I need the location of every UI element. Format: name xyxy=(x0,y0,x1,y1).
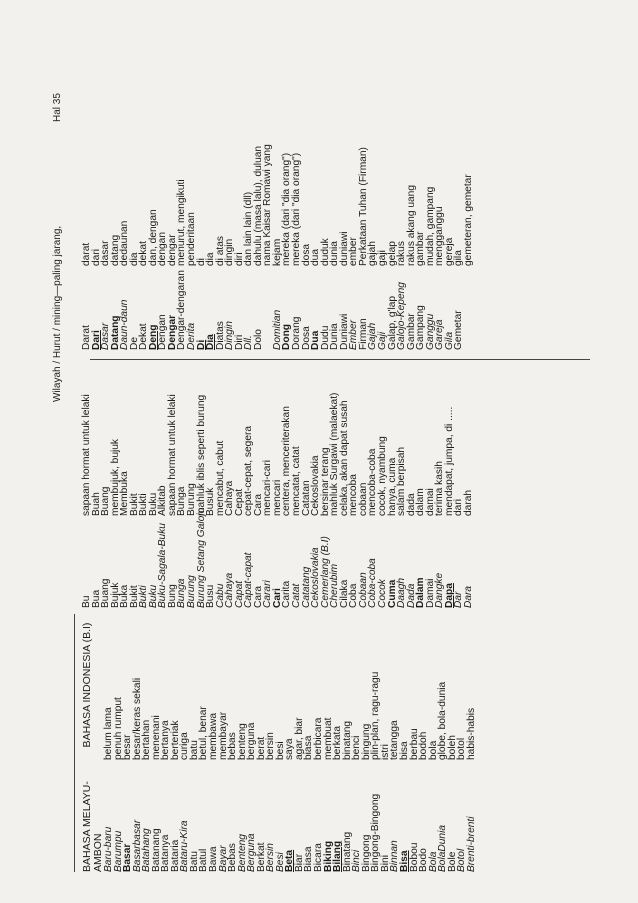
dictionary-entry xyxy=(464,72,474,350)
entry-word: Capat-capat xyxy=(243,552,255,608)
entry-meaning: Catatan xyxy=(300,480,312,516)
dictionary-entry xyxy=(321,72,331,350)
entry-word: Benteng xyxy=(236,834,248,872)
entry-word: Galojo-Kepeng xyxy=(396,282,408,350)
entry-meaning: benci xyxy=(351,735,363,760)
entry-word: Firman xyxy=(357,318,369,350)
entry-meaning: dari xyxy=(90,249,102,266)
entry-meaning: berbau xyxy=(408,728,420,760)
entry-word: Buku-Sagala-Buku xyxy=(157,523,169,608)
entry-meaning: mengganggu xyxy=(434,206,446,266)
dictionary-entry xyxy=(244,358,254,608)
dictionary-entry xyxy=(330,72,340,350)
entry-word: Capat xyxy=(233,580,245,608)
entry-word: Beta xyxy=(284,849,296,872)
entry-word: Barumpu xyxy=(112,830,124,872)
entry-word: Gajah xyxy=(367,322,379,350)
entry-word: Baru-baru xyxy=(103,826,114,872)
entry-meaning: dedaunan xyxy=(119,220,131,266)
entry-word: Busu xyxy=(205,584,217,608)
entry-meaning: dada xyxy=(405,493,417,516)
entry-meaning: berkata xyxy=(332,726,344,760)
entry-meaning: membuat xyxy=(322,717,334,760)
entry-meaning: di xyxy=(195,258,207,266)
entry-word: Bola xyxy=(427,851,439,872)
entry-word: Bingong xyxy=(360,834,372,872)
entry-meaning: binatang xyxy=(341,720,353,760)
entry-word: Deng xyxy=(147,324,159,350)
entry-meaning: dengar xyxy=(166,234,178,266)
entry-meaning: besi xyxy=(274,741,286,760)
entry-word: Bodo xyxy=(418,848,430,872)
entry-word: Burung xyxy=(186,575,198,608)
entry-word: Dorang xyxy=(291,316,303,350)
entry-word: Catat xyxy=(291,583,303,608)
dictionary-entry xyxy=(225,72,235,350)
entry-word: Binnan xyxy=(389,840,401,872)
entry-meaning: darah xyxy=(462,489,474,516)
entry-word: Cabu xyxy=(214,583,226,608)
entry-meaning: penuh rumput xyxy=(112,697,124,760)
entry-meaning: rakus akang uang xyxy=(405,185,417,266)
entry-word: Dolo xyxy=(252,329,264,350)
entry-word: Darat xyxy=(81,325,92,350)
entry-meaning: rakus xyxy=(396,241,408,266)
entry-meaning: mereka (dari "dia orang") xyxy=(281,152,293,266)
entry-word: Brenti-brenti xyxy=(465,816,477,872)
entry-meaning: saya xyxy=(284,738,296,760)
entry-word: BolaDunia xyxy=(437,824,449,872)
entry-word: Bataria xyxy=(169,839,181,872)
entry-word: Domitian xyxy=(271,309,283,350)
entry-word: Ganggu xyxy=(424,313,436,350)
entry-word: Bisa xyxy=(398,850,410,872)
dictionary-entry xyxy=(187,72,197,350)
entry-word: Cahaya xyxy=(224,572,236,608)
entry-meaning: dingin xyxy=(224,238,236,266)
column-divider xyxy=(90,359,590,360)
entry-meaning: bertanya xyxy=(160,720,172,760)
entry-meaning: membujuk, bujuk xyxy=(109,438,121,516)
entry-word: Carita xyxy=(281,580,293,608)
entry-word: Bole xyxy=(446,851,458,872)
entry-meaning: membayar xyxy=(217,711,229,760)
dictionary-entry xyxy=(407,358,417,608)
dictionary-entry xyxy=(302,72,312,350)
dictionary-column-3 xyxy=(82,72,582,350)
dictionary-entry xyxy=(416,358,426,608)
entry-word: Diatas xyxy=(214,321,226,350)
running-header xyxy=(52,72,68,872)
entry-meaning: bola xyxy=(427,740,439,760)
entry-word: Dia xyxy=(205,334,217,350)
entry-word: Batu xyxy=(188,851,200,872)
entry-meaning: membawa xyxy=(208,713,220,760)
entry-meaning: Buang xyxy=(100,486,112,516)
dictionary-entry xyxy=(216,72,226,350)
entry-meaning: tetangga xyxy=(389,720,401,760)
entry-meaning: Bukit xyxy=(128,493,140,516)
page-number: Hal 35 xyxy=(52,93,63,122)
entry-word: Bicara xyxy=(313,843,325,872)
entry-word: Dingin xyxy=(224,321,236,350)
entry-meaning: berguna xyxy=(246,722,258,760)
entry-word: Daun-daun xyxy=(119,299,131,350)
entry-meaning: Perkataan Tuhan (Firman) xyxy=(357,147,369,266)
entry-word: Dunia xyxy=(329,323,341,350)
dictionary-entry xyxy=(311,72,321,350)
entry-word: Cilaka xyxy=(338,579,350,608)
heading-melayu-ambon: BAHASA MELAYU-AMBON xyxy=(81,781,104,872)
entry-meaning: mencatat, catat xyxy=(291,446,303,516)
dictionary-entry xyxy=(263,72,273,350)
entry-word: Basar xyxy=(122,843,134,872)
dictionary-entry xyxy=(92,72,102,350)
entry-meaning: celaka, akan dapat susah xyxy=(338,400,350,516)
entry-meaning: duduk xyxy=(319,238,331,266)
dictionary-entry xyxy=(464,358,474,608)
entry-meaning: sapaan hormat untuk lelaki xyxy=(81,394,92,516)
entry-meaning: gelap xyxy=(386,241,398,266)
entry-meaning: ember xyxy=(348,237,360,266)
entry-word: Bawa xyxy=(208,846,220,872)
entry-word: Cemerlang (B.I) xyxy=(319,536,331,608)
entry-meaning: di atas xyxy=(214,235,226,266)
entry-word: Berkat xyxy=(255,842,267,872)
dictionary-entry xyxy=(82,72,92,350)
entry-word: Galap, g'lap xyxy=(386,295,398,350)
entry-meaning: damai xyxy=(424,488,436,516)
entry-word: Batul xyxy=(198,848,210,872)
entry-meaning: mendapat, jumpa, di ..... xyxy=(443,406,455,516)
entry-word: Dekat xyxy=(138,323,150,350)
entry-word: Cherubim xyxy=(329,563,341,608)
entry-meaning: dahulu (masa lalu), duluan xyxy=(252,145,264,266)
entry-meaning: Burung xyxy=(186,483,198,516)
entry-word: Buang xyxy=(100,578,112,608)
entry-word: Besi xyxy=(274,852,286,872)
entry-meaning: berbicara xyxy=(313,717,325,760)
dictionary-entry xyxy=(168,358,178,608)
dictionary-entry xyxy=(177,72,187,350)
entry-meaning: besar/keras sekali xyxy=(131,677,143,760)
dictionary-entry xyxy=(340,72,350,350)
dictionary-entry xyxy=(371,612,381,872)
entry-meaning: Cepat xyxy=(233,488,245,516)
entry-meaning: darat xyxy=(81,242,92,266)
entry-word: Botol xyxy=(456,848,468,872)
entry-word: Bingong-Bingong xyxy=(370,793,382,872)
entry-word: Dengar xyxy=(166,314,178,350)
entry-word: Gambar xyxy=(405,313,417,350)
dictionary-entry xyxy=(397,358,407,608)
entry-word: Coba xyxy=(348,583,360,608)
entry-meaning: cobaan xyxy=(357,482,369,516)
dictionary-entry xyxy=(158,72,168,350)
entry-meaning: centera, menceriterakan xyxy=(281,406,293,516)
entry-meaning: plin-plan, ragu-ragu xyxy=(370,671,382,760)
entry-meaning: Alkitab xyxy=(157,485,169,516)
entry-meaning: menenani xyxy=(150,715,162,760)
entry-word: Catatang xyxy=(300,566,312,608)
entry-meaning: dekat xyxy=(138,241,150,266)
entry-meaning: dalam xyxy=(415,488,427,516)
entry-word: Biking xyxy=(322,840,334,872)
entry-meaning: berat xyxy=(255,736,267,760)
dictionary-entry xyxy=(206,72,216,350)
entry-word: Derita xyxy=(186,322,198,350)
entry-word: Gareja xyxy=(434,319,446,350)
entry-word: Dangke xyxy=(434,572,446,608)
entry-word: Bobou xyxy=(408,842,420,872)
entry-word: Batahang xyxy=(141,828,153,872)
entry-word: Dengan xyxy=(157,314,169,350)
entry-meaning: botol xyxy=(456,737,468,760)
entry-word: Biasa xyxy=(303,846,315,872)
dictionary-column-1 xyxy=(82,612,582,872)
entry-meaning: gemeteran, gemetar xyxy=(462,174,474,266)
entry-meaning: bebas xyxy=(227,732,239,760)
entry-word: Diri xyxy=(233,334,245,350)
column-headings xyxy=(82,612,104,872)
entry-word: Gampang xyxy=(415,305,427,350)
entry-word: Dada xyxy=(405,583,417,608)
entry-meaning: bersin xyxy=(265,732,277,760)
entry-meaning: sapaan hormat untuk lelaki xyxy=(166,394,178,516)
entry-word: Bini xyxy=(379,855,391,872)
rotated-content xyxy=(52,72,582,872)
entry-meaning: habis-habis xyxy=(465,707,477,760)
entry-word: Binci xyxy=(351,849,363,872)
entry-meaning: Busuk xyxy=(205,487,217,516)
entry-meaning: datang xyxy=(109,234,121,266)
entry-meaning: Buah xyxy=(90,492,102,516)
entry-meaning: batu xyxy=(188,740,200,760)
dictionary-entry xyxy=(445,358,455,608)
dictionary-entry xyxy=(467,612,477,872)
dictionary-entry xyxy=(101,72,111,350)
entry-word: Bukit xyxy=(128,585,140,608)
entry-meaning: dosa xyxy=(300,243,312,266)
entry-meaning: gereja xyxy=(443,237,455,266)
dictionary-entry xyxy=(435,72,445,350)
dictionary-entry xyxy=(197,72,207,350)
entry-word: Bua xyxy=(90,589,102,608)
entry-word: Dar xyxy=(453,591,465,608)
entry-word: Dua xyxy=(310,330,322,350)
entry-meaning: globe, bola-dunia xyxy=(437,681,449,760)
running-header-text: Wilayah / Hurut / mining—paling jarang, xyxy=(52,225,63,402)
dictionary-entry xyxy=(445,72,455,350)
entry-meaning: mencari xyxy=(271,479,283,516)
dictionary-entry xyxy=(130,72,140,350)
entry-word: Di xyxy=(195,339,207,350)
entry-meaning: dasar xyxy=(100,240,112,266)
entry-meaning: dunia xyxy=(329,241,341,266)
entry-meaning: dari xyxy=(453,499,465,516)
entry-word: Damai xyxy=(424,578,436,608)
entry-meaning: mencabut, cabut xyxy=(214,440,226,516)
entry-word: Bilang xyxy=(332,840,344,872)
entry-meaning: diri xyxy=(233,252,245,266)
entry-meaning: mencoba-coba xyxy=(367,448,379,516)
entry-meaning: Membuka xyxy=(119,471,131,516)
entry-meaning: dua xyxy=(310,249,322,266)
entry-word: Bataru-Kira xyxy=(179,820,191,872)
entry-meaning: mencari-cari xyxy=(262,459,274,516)
entry-meaning: kejam xyxy=(271,238,283,266)
entry-word: Dll. xyxy=(243,335,255,350)
entry-meaning: Cara xyxy=(252,493,264,516)
entry-meaning: dia xyxy=(205,252,217,266)
entry-meaning: Bukti xyxy=(138,493,150,516)
dictionary-entry xyxy=(120,72,130,350)
entry-word: Dara xyxy=(462,585,474,608)
entry-meaning: duniawi xyxy=(338,231,350,266)
entry-word: Bunga xyxy=(176,578,188,608)
entry-word: Cari xyxy=(271,588,283,608)
entry-meaning: benteng xyxy=(236,723,248,760)
entry-word: Batanya xyxy=(160,834,172,872)
entry-meaning: mahluk Surgawi (malaekat) xyxy=(329,392,341,516)
entry-word: Dudu xyxy=(319,325,331,350)
entry-meaning: nama Kaisar Romawi yang xyxy=(262,144,274,266)
entry-word: Gila xyxy=(443,331,455,350)
entry-meaning: agar, biar xyxy=(293,717,305,760)
entry-meaning: dan lain lain (dll) xyxy=(243,191,255,266)
dictionary-entry xyxy=(454,358,464,608)
entry-word: Bayar xyxy=(217,845,229,872)
entry-word: Berguna xyxy=(246,833,258,872)
entry-meaning: hanya, cuma xyxy=(386,457,398,516)
entry-word: Bujuk xyxy=(109,582,121,608)
entry-word: Daagh xyxy=(396,577,408,608)
dictionary-entry xyxy=(197,358,207,608)
entry-word: Buka xyxy=(119,584,131,608)
entry-meaning: mahluk iblis seperti burung xyxy=(195,394,207,516)
dictionary-entry xyxy=(139,358,149,608)
dictionary-entry xyxy=(120,358,130,608)
entry-word: Dalam xyxy=(415,577,427,608)
entry-meaning: curiga xyxy=(179,732,191,760)
entry-word: Coba-coba xyxy=(367,558,379,608)
entry-meaning: cocok, nyambung xyxy=(376,436,388,516)
entry-meaning: besar xyxy=(122,734,134,760)
entry-meaning: bingung xyxy=(360,723,372,760)
entry-word: Dapa xyxy=(443,583,455,608)
entry-word: Burung Setang Galojo xyxy=(195,507,207,608)
entry-word: Gemetar xyxy=(453,310,465,350)
entry-word: Basarbasar xyxy=(131,819,143,872)
entry-meaning: gajah xyxy=(367,241,379,266)
entry-word: Cuma xyxy=(386,579,398,608)
entry-word: Cekoslovakia xyxy=(310,547,322,608)
entry-word: Dasar xyxy=(100,322,112,350)
entry-meaning: dia xyxy=(128,252,140,266)
entry-meaning: cepat-cepat, segera xyxy=(243,425,255,516)
entry-word: Cocok xyxy=(376,579,388,608)
entry-meaning: mencoba xyxy=(348,474,360,516)
dictionary-entry xyxy=(225,358,235,608)
entry-word: Bersin xyxy=(265,843,277,872)
entry-meaning: mudah, gampang xyxy=(424,186,436,266)
entry-meaning: Buku xyxy=(147,492,159,516)
entry-word: Biar xyxy=(293,853,305,872)
entry-meaning: dan, dengan xyxy=(147,209,159,266)
heading-underline xyxy=(74,614,75,872)
entry-meaning: belum lama xyxy=(103,707,114,760)
entry-word: De xyxy=(128,336,140,350)
dictionary-entry xyxy=(82,358,92,608)
entry-word: Bu xyxy=(81,595,92,608)
entry-meaning: bodoh xyxy=(418,731,430,760)
entry-meaning: gila xyxy=(453,250,465,266)
entry-meaning: bisa xyxy=(398,741,410,760)
entry-word: Cobaan xyxy=(357,572,369,608)
entry-meaning: gambar xyxy=(415,231,427,266)
entry-meaning: menurut, mengikuti xyxy=(176,179,188,266)
entry-word: Gaji xyxy=(376,331,388,350)
entry-word: Binatang xyxy=(341,831,353,872)
entry-word: Cara xyxy=(252,585,264,608)
entry-meaning: berteriak xyxy=(169,720,181,760)
entry-word: Duniawi xyxy=(338,313,350,350)
entry-meaning: biasa xyxy=(303,735,315,760)
entry-word: Carari xyxy=(262,580,274,608)
entry-word: Bukti xyxy=(138,585,150,608)
entry-meaning: penderitaan xyxy=(186,212,198,266)
entry-meaning: dengan xyxy=(157,232,169,266)
entry-meaning: Cahaya xyxy=(224,480,236,516)
entry-word: Bebas xyxy=(227,843,239,872)
entry-meaning: Bunga xyxy=(176,486,188,516)
entry-meaning: mereka (dari "dia orang") xyxy=(291,152,303,266)
dictionary-entry xyxy=(292,72,302,350)
entry-meaning: gaji xyxy=(376,250,388,266)
entry-word: Ember xyxy=(348,319,360,350)
dictionary-entry xyxy=(149,72,159,350)
dictionary-column-2 xyxy=(82,358,582,608)
entry-word: Dosa xyxy=(300,326,312,350)
entry-word: Batanang xyxy=(150,828,162,872)
entry-meaning: betul, benar xyxy=(198,706,210,760)
entry-meaning: terima kasih xyxy=(434,461,446,516)
entry-word: Dengar-dengaran xyxy=(176,270,188,350)
dictionary-entry xyxy=(368,72,378,350)
dictionary-entry xyxy=(359,72,369,350)
entry-meaning: Cekoslovakia xyxy=(310,455,322,516)
entry-meaning: istri xyxy=(379,744,391,760)
entry-word: Dong xyxy=(281,323,293,350)
dictionary-entry xyxy=(92,358,102,608)
entry-meaning: bertahan xyxy=(141,719,153,760)
heading-bahasa-indonesia: BAHASA INDONESIA (B.I) xyxy=(81,622,93,748)
entry-meaning: bersinar terang xyxy=(319,447,331,516)
entry-meaning: salam berpisah xyxy=(396,446,408,516)
entry-word: Datang xyxy=(109,315,121,350)
entry-word: Bung xyxy=(166,584,178,608)
dictionary-entry xyxy=(130,358,140,608)
entry-meaning: boleh xyxy=(446,735,458,760)
entry-word: Buku xyxy=(147,584,159,608)
entry-word: Dari xyxy=(90,330,102,350)
